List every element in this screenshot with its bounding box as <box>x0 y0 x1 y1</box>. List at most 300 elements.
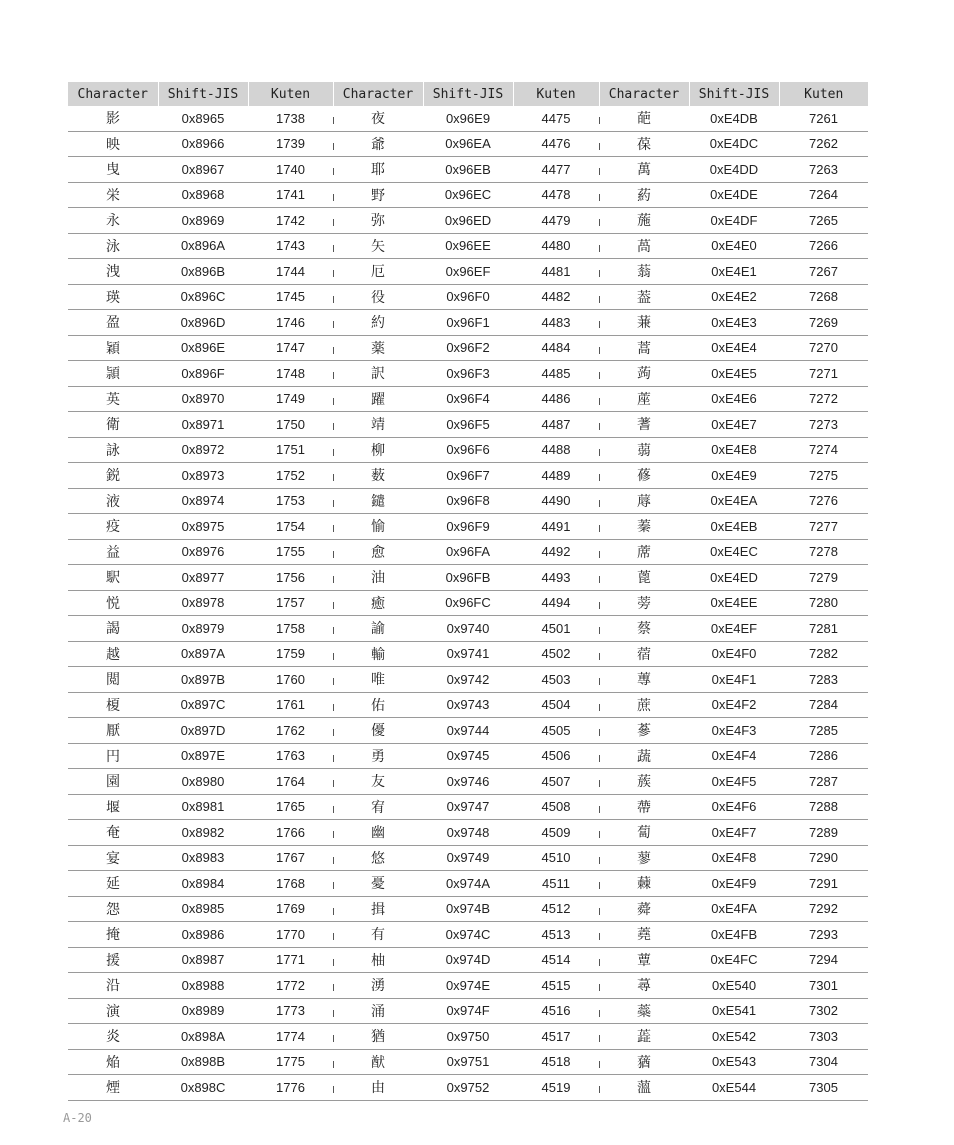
kuten-cell: 1767 <box>248 845 333 871</box>
shift-jis-cell: 0x974A <box>423 871 513 897</box>
header-character-3: Character <box>599 82 689 106</box>
kuten-cell: 1773 <box>248 998 333 1024</box>
character-cell: 蕘 <box>599 922 689 948</box>
character-cell: 蓚 <box>599 463 689 489</box>
shift-jis-cell: 0x8973 <box>158 463 248 489</box>
kuten-cell: 4483 <box>513 310 599 336</box>
table-row <box>68 361 868 387</box>
shift-jis-cell: 0x96E9 <box>423 106 513 131</box>
kuten-cell: 4516 <box>513 998 599 1024</box>
table-row <box>68 182 868 208</box>
table-row <box>68 947 868 973</box>
kuten-cell: 1751 <box>248 437 333 463</box>
character-cell: 蕀 <box>599 871 689 897</box>
table-row <box>68 769 868 795</box>
shift-jis-cell: 0xE4FB <box>689 922 779 948</box>
shift-jis-cell: 0x8983 <box>158 845 248 871</box>
shift-jis-cell: 0xE4FC <box>689 947 779 973</box>
header-kuten-2: Kuten <box>513 82 599 106</box>
shift-jis-cell: 0x8986 <box>158 922 248 948</box>
shift-jis-cell: 0x896B <box>158 259 248 285</box>
character-cell: 蓁 <box>599 514 689 540</box>
shift-jis-cell: 0x898A <box>158 1024 248 1050</box>
character-cell: 洩 <box>68 259 158 285</box>
shift-jis-cell: 0x8972 <box>158 437 248 463</box>
shift-jis-cell: 0x96F2 <box>423 335 513 361</box>
kuten-cell: 7290 <box>779 845 868 871</box>
shift-jis-cell: 0xE4E5 <box>689 361 779 387</box>
character-cell: 詠 <box>68 437 158 463</box>
shift-jis-cell: 0x898B <box>158 1049 248 1075</box>
kuten-cell: 7264 <box>779 182 868 208</box>
character-cell: 頴 <box>68 361 158 387</box>
shift-jis-cell: 0x96FA <box>423 539 513 565</box>
shift-jis-cell: 0x9743 <box>423 692 513 718</box>
shift-jis-cell: 0x896A <box>158 233 248 259</box>
character-cell: 蓖 <box>599 565 689 591</box>
character-cell: 悠 <box>333 845 423 871</box>
kuten-cell: 7262 <box>779 131 868 157</box>
kuten-cell: 4503 <box>513 667 599 693</box>
kuten-cell: 1752 <box>248 463 333 489</box>
character-cell: 蔗 <box>599 692 689 718</box>
character-cell: 円 <box>68 743 158 769</box>
shift-jis-cell: 0x8975 <box>158 514 248 540</box>
kuten-cell: 4512 <box>513 896 599 922</box>
kuten-cell: 4501 <box>513 616 599 642</box>
kuten-cell: 4484 <box>513 335 599 361</box>
shift-jis-cell: 0xE4F1 <box>689 667 779 693</box>
character-cell: 有 <box>333 922 423 948</box>
table-row <box>68 820 868 846</box>
kuten-cell: 4507 <box>513 769 599 795</box>
shift-jis-cell: 0x8981 <box>158 794 248 820</box>
shift-jis-cell: 0x974E <box>423 973 513 999</box>
table-row <box>68 922 868 948</box>
shift-jis-cell: 0x96EB <box>423 157 513 183</box>
character-cell: 薀 <box>599 1075 689 1101</box>
shift-jis-cell: 0x8977 <box>158 565 248 591</box>
character-cell: 唯 <box>333 667 423 693</box>
page-number: A-20 <box>63 1111 92 1125</box>
shift-jis-cell: 0x96EF <box>423 259 513 285</box>
character-cell: 蒻 <box>599 437 689 463</box>
kuten-cell: 4475 <box>513 106 599 131</box>
character-cell: 蓆 <box>599 539 689 565</box>
kuten-cell: 1755 <box>248 539 333 565</box>
kuten-cell: 1738 <box>248 106 333 131</box>
shift-jis-cell: 0x974D <box>423 947 513 973</box>
kuten-cell: 7279 <box>779 565 868 591</box>
character-cell: 爺 <box>333 131 423 157</box>
kuten-cell: 1747 <box>248 335 333 361</box>
shift-jis-cell: 0xE4E0 <box>689 233 779 259</box>
character-cell: 蓊 <box>599 259 689 285</box>
table-row <box>68 157 868 183</box>
shift-jis-cell: 0x9740 <box>423 616 513 642</box>
kuten-cell: 4485 <box>513 361 599 387</box>
character-cell: 蒹 <box>599 310 689 336</box>
table-row <box>68 692 868 718</box>
shift-jis-cell: 0xE4FA <box>689 896 779 922</box>
shift-jis-cell: 0x96F7 <box>423 463 513 489</box>
shift-jis-cell: 0x9749 <box>423 845 513 871</box>
kuten-cell: 1739 <box>248 131 333 157</box>
shift-jis-cell: 0xE4F5 <box>689 769 779 795</box>
shift-jis-cell: 0x8978 <box>158 590 248 616</box>
shift-jis-cell: 0x896D <box>158 310 248 336</box>
character-cell: 液 <box>68 488 158 514</box>
kuten-cell: 1769 <box>248 896 333 922</box>
kuten-cell: 7278 <box>779 539 868 565</box>
character-cell: 約 <box>333 310 423 336</box>
kuten-cell: 1770 <box>248 922 333 948</box>
kuten-cell: 7272 <box>779 386 868 412</box>
shift-jis-cell: 0x96F4 <box>423 386 513 412</box>
character-cell: 影 <box>68 106 158 131</box>
kuten-cell: 1772 <box>248 973 333 999</box>
shift-jis-cell: 0xE4DF <box>689 208 779 234</box>
character-cell: 憂 <box>333 871 423 897</box>
table-row <box>68 1024 868 1050</box>
character-cell: 炎 <box>68 1024 158 1050</box>
kuten-cell: 1759 <box>248 641 333 667</box>
kuten-cell: 7270 <box>779 335 868 361</box>
shift-jis-cell: 0x8971 <box>158 412 248 438</box>
shift-jis-cell: 0x898C <box>158 1075 248 1101</box>
character-cell: 盈 <box>68 310 158 336</box>
table-header-row <box>68 82 868 106</box>
character-code-table <box>68 82 868 1101</box>
kuten-cell: 7287 <box>779 769 868 795</box>
kuten-cell: 1758 <box>248 616 333 642</box>
character-cell: 葹 <box>599 208 689 234</box>
shift-jis-cell: 0x96FC <box>423 590 513 616</box>
kuten-cell: 1745 <box>248 284 333 310</box>
kuten-cell: 7275 <box>779 463 868 489</box>
kuten-cell: 7302 <box>779 998 868 1024</box>
kuten-cell: 7293 <box>779 922 868 948</box>
table-row <box>68 794 868 820</box>
table-row <box>68 386 868 412</box>
kuten-cell: 1743 <box>248 233 333 259</box>
kuten-cell: 1753 <box>248 488 333 514</box>
kuten-cell: 4509 <box>513 820 599 846</box>
shift-jis-cell: 0x8976 <box>158 539 248 565</box>
character-cell: 蕈 <box>599 947 689 973</box>
shift-jis-cell: 0xE541 <box>689 998 779 1024</box>
table-row <box>68 667 868 693</box>
shift-jis-cell: 0x974F <box>423 998 513 1024</box>
character-cell: 野 <box>333 182 423 208</box>
character-cell: 湧 <box>333 973 423 999</box>
kuten-cell: 4494 <box>513 590 599 616</box>
character-cell: 葯 <box>599 182 689 208</box>
character-cell: 愉 <box>333 514 423 540</box>
kuten-cell: 7301 <box>779 973 868 999</box>
kuten-cell: 1756 <box>248 565 333 591</box>
kuten-cell: 7271 <box>779 361 868 387</box>
table-row <box>68 131 868 157</box>
character-cell: 優 <box>333 718 423 744</box>
shift-jis-cell: 0x9741 <box>423 641 513 667</box>
shift-jis-cell: 0x8985 <box>158 896 248 922</box>
character-cell: 厭 <box>68 718 158 744</box>
shift-jis-cell: 0x9742 <box>423 667 513 693</box>
shift-jis-cell: 0xE4F2 <box>689 692 779 718</box>
table-row <box>68 284 868 310</box>
header-shift-jis-2: Shift-JIS <box>423 82 513 106</box>
kuten-cell: 7284 <box>779 692 868 718</box>
shift-jis-cell: 0x96FB <box>423 565 513 591</box>
kuten-cell: 1757 <box>248 590 333 616</box>
kuten-cell: 7274 <box>779 437 868 463</box>
shift-jis-cell: 0xE4EE <box>689 590 779 616</box>
character-cell: 蒿 <box>599 335 689 361</box>
character-cell: 衛 <box>68 412 158 438</box>
shift-jis-cell: 0x96F1 <box>423 310 513 336</box>
character-cell: 沿 <box>68 973 158 999</box>
table-row <box>68 565 868 591</box>
character-cell: 弥 <box>333 208 423 234</box>
character-cell: 泳 <box>68 233 158 259</box>
kuten-cell: 1775 <box>248 1049 333 1075</box>
shift-jis-cell: 0x96EA <box>423 131 513 157</box>
kuten-cell: 4511 <box>513 871 599 897</box>
shift-jis-cell: 0x896C <box>158 284 248 310</box>
character-cell: 輸 <box>333 641 423 667</box>
shift-jis-cell: 0x8987 <box>158 947 248 973</box>
kuten-cell: 1742 <box>248 208 333 234</box>
shift-jis-cell: 0xE4E8 <box>689 437 779 463</box>
shift-jis-cell: 0xE4DD <box>689 157 779 183</box>
kuten-cell: 1744 <box>248 259 333 285</box>
shift-jis-cell: 0xE4F8 <box>689 845 779 871</box>
shift-jis-cell: 0x96F6 <box>423 437 513 463</box>
kuten-cell: 1763 <box>248 743 333 769</box>
kuten-cell: 7273 <box>779 412 868 438</box>
shift-jis-cell: 0xE4E4 <box>689 335 779 361</box>
character-cell: 堰 <box>68 794 158 820</box>
kuten-cell: 1764 <box>248 769 333 795</box>
kuten-cell: 1746 <box>248 310 333 336</box>
character-cell: 蓴 <box>599 667 689 693</box>
kuten-cell: 4481 <box>513 259 599 285</box>
kuten-cell: 4489 <box>513 463 599 489</box>
character-cell: 瑛 <box>68 284 158 310</box>
table-row <box>68 412 868 438</box>
shift-jis-cell: 0xE4EB <box>689 514 779 540</box>
kuten-cell: 1776 <box>248 1075 333 1101</box>
header-kuten-3: Kuten <box>779 82 868 106</box>
character-cell: 蓙 <box>599 386 689 412</box>
character-cell: 援 <box>68 947 158 973</box>
shift-jis-cell: 0x897D <box>158 718 248 744</box>
character-cell: 諭 <box>333 616 423 642</box>
table-row <box>68 845 868 871</box>
kuten-cell: 7291 <box>779 871 868 897</box>
shift-jis-cell: 0x8988 <box>158 973 248 999</box>
character-cell: 靖 <box>333 412 423 438</box>
shift-jis-cell: 0x8965 <box>158 106 248 131</box>
character-cell: 訳 <box>333 361 423 387</box>
shift-jis-cell: 0xE4DE <box>689 182 779 208</box>
character-cell: 由 <box>333 1075 423 1101</box>
table-row <box>68 106 868 131</box>
kuten-cell: 7281 <box>779 616 868 642</box>
kuten-cell: 7294 <box>779 947 868 973</box>
shift-jis-cell: 0xE4DB <box>689 106 779 131</box>
kuten-cell: 7266 <box>779 233 868 259</box>
kuten-cell: 4519 <box>513 1075 599 1101</box>
table-row <box>68 641 868 667</box>
shift-jis-cell: 0xE4E3 <box>689 310 779 336</box>
character-cell: 蔔 <box>599 820 689 846</box>
kuten-cell: 4506 <box>513 743 599 769</box>
character-cell: 謁 <box>68 616 158 642</box>
character-cell: 蔟 <box>599 769 689 795</box>
character-cell: 蕣 <box>599 896 689 922</box>
character-cell: 癒 <box>333 590 423 616</box>
kuten-cell: 4514 <box>513 947 599 973</box>
header-character-2: Character <box>333 82 423 106</box>
shift-jis-cell: 0x974B <box>423 896 513 922</box>
kuten-cell: 4491 <box>513 514 599 540</box>
character-cell: 永 <box>68 208 158 234</box>
shift-jis-cell: 0x96F8 <box>423 488 513 514</box>
character-cell: 榎 <box>68 692 158 718</box>
kuten-cell: 7263 <box>779 157 868 183</box>
kuten-cell: 4510 <box>513 845 599 871</box>
character-cell: 栄 <box>68 182 158 208</box>
shift-jis-cell: 0xE543 <box>689 1049 779 1075</box>
shift-jis-cell: 0xE4EA <box>689 488 779 514</box>
shift-jis-cell: 0xE4DC <box>689 131 779 157</box>
shift-jis-cell: 0xE4F7 <box>689 820 779 846</box>
kuten-cell: 7304 <box>779 1049 868 1075</box>
shift-jis-cell: 0x8984 <box>158 871 248 897</box>
shift-jis-cell: 0x96F0 <box>423 284 513 310</box>
character-cell: 耶 <box>333 157 423 183</box>
character-cell: 葆 <box>599 131 689 157</box>
kuten-cell: 7305 <box>779 1075 868 1101</box>
header-character-1: Character <box>68 82 158 106</box>
table-row <box>68 743 868 769</box>
character-cell: 曳 <box>68 157 158 183</box>
character-cell: 猶 <box>333 1024 423 1050</box>
table-row <box>68 437 868 463</box>
shift-jis-cell: 0x897A <box>158 641 248 667</box>
character-cell: 蒡 <box>599 590 689 616</box>
table-row <box>68 871 868 897</box>
character-cell: 蘂 <box>599 998 689 1024</box>
shift-jis-cell: 0xE4F6 <box>689 794 779 820</box>
table-row <box>68 488 868 514</box>
kuten-cell: 4502 <box>513 641 599 667</box>
character-cell: 蓼 <box>599 845 689 871</box>
shift-jis-cell: 0x9746 <box>423 769 513 795</box>
character-cell: 怨 <box>68 896 158 922</box>
shift-jis-cell: 0x8989 <box>158 998 248 1024</box>
kuten-cell: 7286 <box>779 743 868 769</box>
shift-jis-cell: 0x8982 <box>158 820 248 846</box>
character-cell: 愈 <box>333 539 423 565</box>
table-row <box>68 233 868 259</box>
table-row <box>68 335 868 361</box>
shift-jis-cell: 0xE4F3 <box>689 718 779 744</box>
shift-jis-cell: 0x96F5 <box>423 412 513 438</box>
kuten-cell: 7303 <box>779 1024 868 1050</box>
character-cell: 演 <box>68 998 158 1024</box>
character-cell: 蔬 <box>599 743 689 769</box>
character-cell: 柳 <box>333 437 423 463</box>
character-cell: 薮 <box>333 463 423 489</box>
kuten-cell: 4492 <box>513 539 599 565</box>
kuten-cell: 7288 <box>779 794 868 820</box>
kuten-cell: 4479 <box>513 208 599 234</box>
kuten-cell: 7261 <box>779 106 868 131</box>
kuten-cell: 4513 <box>513 922 599 948</box>
kuten-cell: 1762 <box>248 718 333 744</box>
kuten-cell: 7289 <box>779 820 868 846</box>
character-cell: 蔕 <box>599 794 689 820</box>
kuten-cell: 1750 <box>248 412 333 438</box>
shift-jis-cell: 0xE4E1 <box>689 259 779 285</box>
table-row <box>68 998 868 1024</box>
shift-jis-cell: 0xE4EC <box>689 539 779 565</box>
shift-jis-cell: 0x8968 <box>158 182 248 208</box>
character-cell: 宥 <box>333 794 423 820</box>
character-cell: 揖 <box>333 896 423 922</box>
shift-jis-cell: 0x896F <box>158 361 248 387</box>
kuten-cell: 7285 <box>779 718 868 744</box>
shift-jis-cell: 0x9750 <box>423 1024 513 1050</box>
kuten-cell: 4478 <box>513 182 599 208</box>
character-cell: 葩 <box>599 106 689 131</box>
kuten-cell: 7269 <box>779 310 868 336</box>
kuten-cell: 4488 <box>513 437 599 463</box>
shift-jis-cell: 0xE4E9 <box>689 463 779 489</box>
kuten-cell: 7276 <box>779 488 868 514</box>
kuten-cell: 1741 <box>248 182 333 208</box>
kuten-cell: 4504 <box>513 692 599 718</box>
shift-jis-cell: 0x8966 <box>158 131 248 157</box>
kuten-cell: 4517 <box>513 1024 599 1050</box>
kuten-cell: 1740 <box>248 157 333 183</box>
character-cell: 閲 <box>68 667 158 693</box>
shift-jis-cell: 0x8980 <box>158 769 248 795</box>
table-row <box>68 208 868 234</box>
character-cell: 躍 <box>333 386 423 412</box>
shift-jis-cell: 0xE4E2 <box>689 284 779 310</box>
shift-jis-cell: 0x8967 <box>158 157 248 183</box>
kuten-cell: 7268 <box>779 284 868 310</box>
shift-jis-cell: 0x896E <box>158 335 248 361</box>
character-cell: 厄 <box>333 259 423 285</box>
kuten-cell: 7283 <box>779 667 868 693</box>
shift-jis-cell: 0x974C <box>423 922 513 948</box>
character-cell: 萬 <box>599 157 689 183</box>
table-body <box>68 106 868 1100</box>
kuten-cell: 4482 <box>513 284 599 310</box>
table-row <box>68 590 868 616</box>
character-cell: 幽 <box>333 820 423 846</box>
character-cell: 駅 <box>68 565 158 591</box>
shift-jis-cell: 0xE4EF <box>689 616 779 642</box>
character-cell: 園 <box>68 769 158 795</box>
kuten-cell: 1760 <box>248 667 333 693</box>
kuten-cell: 1768 <box>248 871 333 897</box>
